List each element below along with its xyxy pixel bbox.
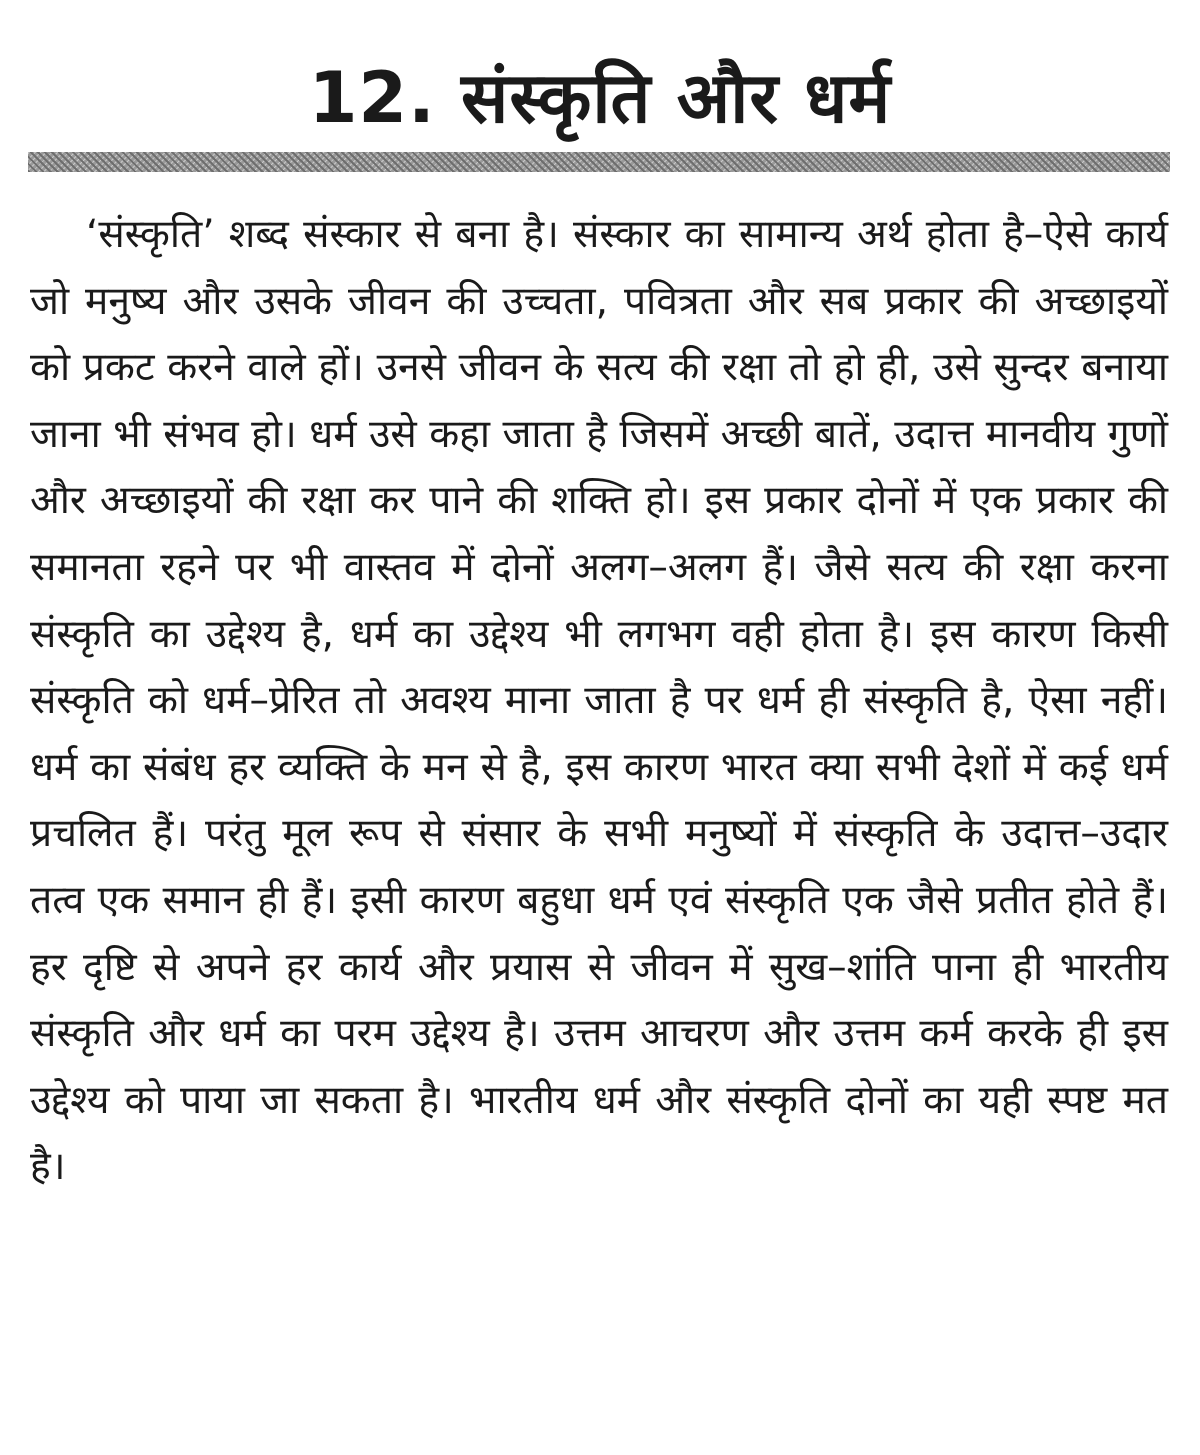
title-divider (28, 152, 1170, 172)
paragraph-text: ‘संस्कृति’ शब्द संस्कार से बना है। संस्कार का सामान्य अर्थ होता है–ऐसे कार्य जो मनुष्य और उसके जीवन की उच्चता, पवित्रता और सब प्रकार की अच्छाइयों को प्रकट करने वाले हों। उनसे जीवन के सत्य की रक्षा तो हो ही, उसे सुन्दर बनाया जाना भी संभव हो। धर्म उसे कहा जाता है जिसमें अच्छी बातें, उदात्त मानवीय गुणों और अच्छाइयों की रक्षा कर पाने की शक्ति हो। इस प्रकार दोनों में एक प्रकार की समानता रहने पर भी वास्तव में दोनों अलग–अलग हैं। जैसे सत्य की रक्षा करना संस्कृति का उद्देश्य है, धर्म का उद्देश्य भी लगभग वही होता है। इस कारण किसी संस्कृति को धर्म–प्रेरित तो अवश्य माना जाता है पर धर्म ही संस्कृति है, ऐसा नहीं। धर्म का संबंध हर व्यक्ति के मन से है, इस कारण भारत क्या सभी देशों में कई धर्म प्रचलित हैं। परंतु मूल रूप से संसार के सभी मनुष्यों में संस्कृति के उदात्त–उदार तत्व एक समान ही हैं। इसी कारण बहुधा धर्म एवं संस्कृति एक जैसे प्रतीत होते हैं। हर दृष्टि से अपने हर कार्य और प्रयास से जीवन में सुख–शांति पाना ही भारतीय संस्कृति और धर्म का परम उद्देश्य है। उत्तम आचरण और उत्तम कर्म करके ही इस उद्देश्य को पाया जा सकता है। भारतीय धर्म और संस्कृति दोनों का यही स्पष्ट मत है। (30, 212, 1168, 1190)
page-title: 12. संस्कृति और धर्म (308, 57, 892, 139)
essay-paragraph (30, 202, 1168, 1201)
